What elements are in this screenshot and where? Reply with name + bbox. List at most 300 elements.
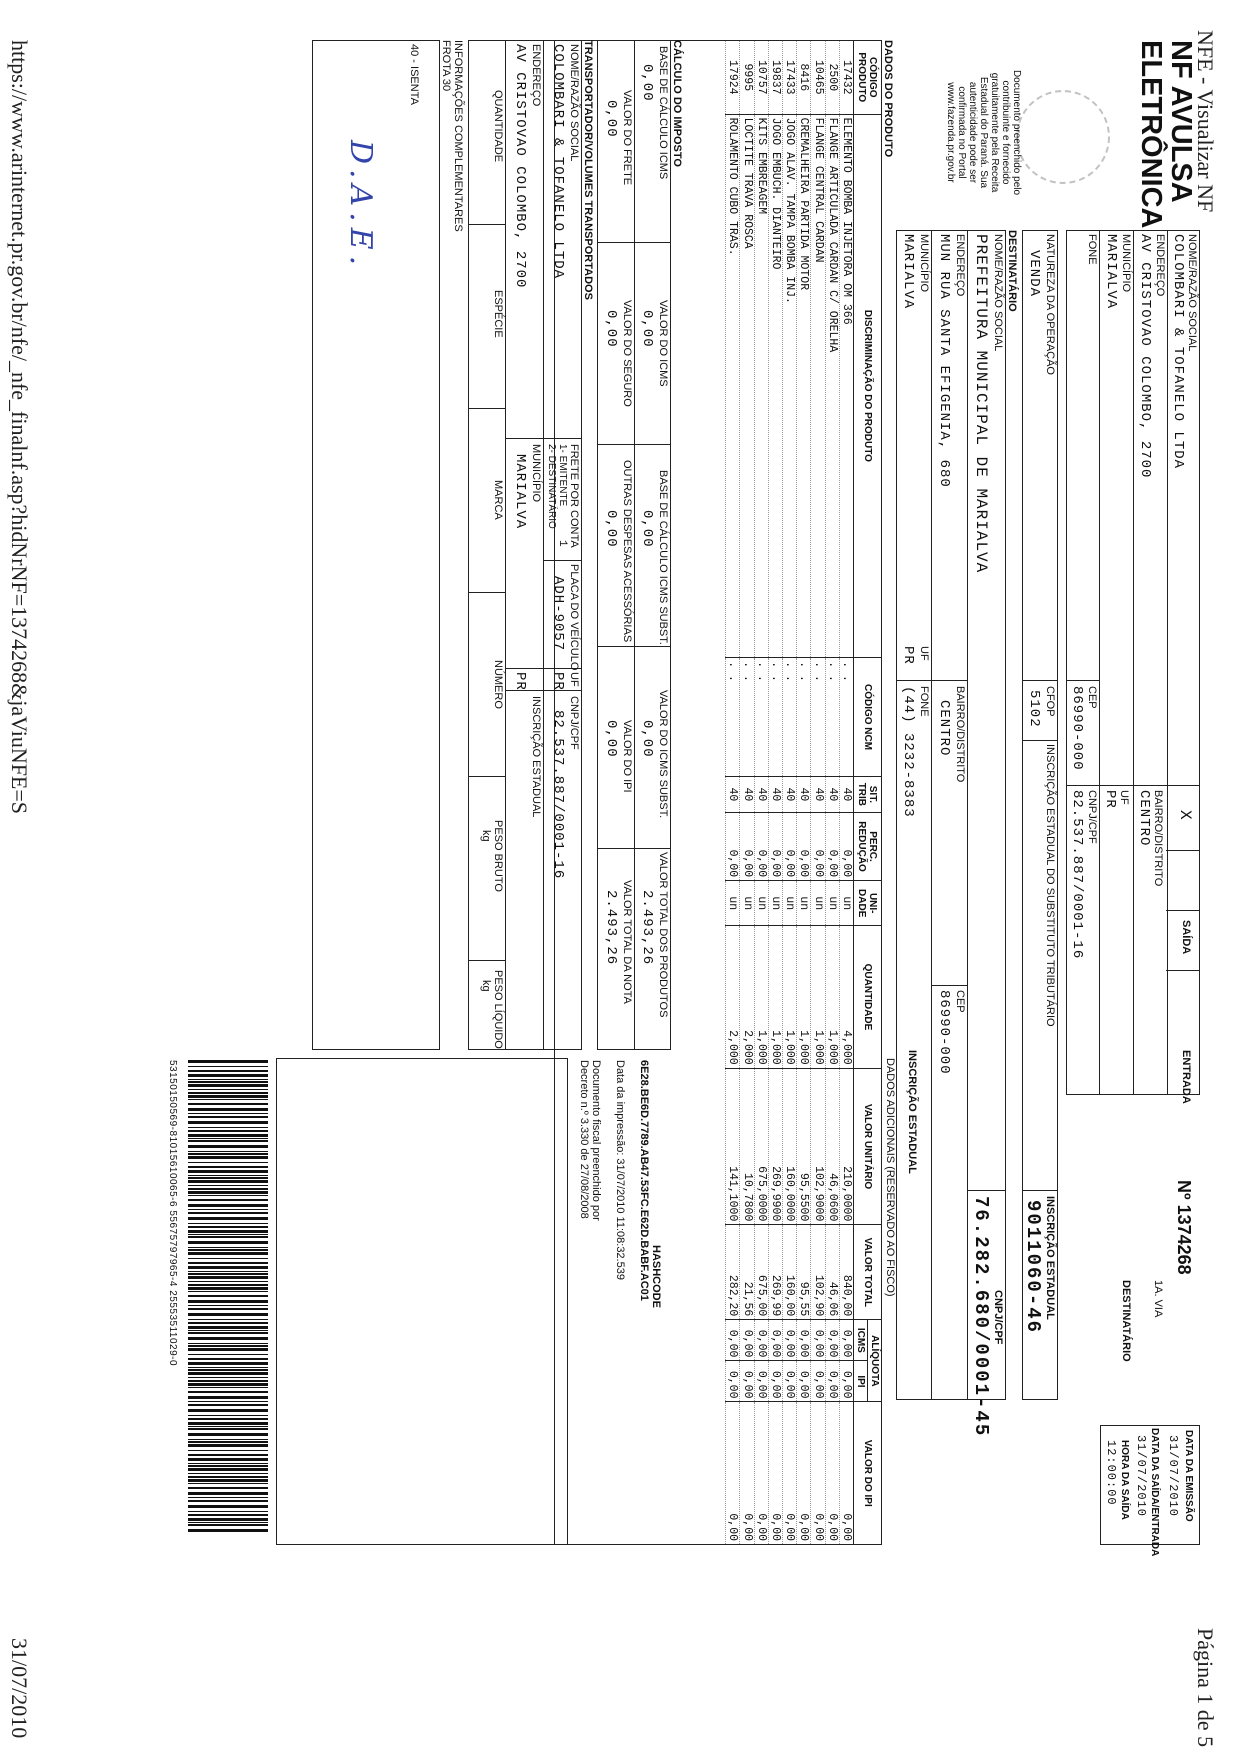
barcode-bar	[188, 1113, 268, 1114]
table-cell: 160,00	[783, 1225, 797, 1320]
barcode-bar	[188, 1505, 268, 1508]
barcode-bar	[188, 1529, 268, 1532]
barcode-bar	[188, 1291, 268, 1292]
table-cell: 40	[825, 776, 839, 812]
col-valor-unitario: VALOR UNITÁRIO	[854, 1068, 882, 1225]
barcode-bar	[188, 1236, 268, 1238]
barcode-bar	[188, 1330, 268, 1331]
table-cell: 0,00	[797, 1320, 811, 1361]
barcode-bar	[188, 1428, 268, 1430]
table-cell: . .	[839, 658, 853, 777]
barcode-bar	[188, 1138, 268, 1139]
dest-cnpj-label: CNPJ/CPF	[992, 1290, 1004, 1345]
barcode-bar	[188, 1140, 268, 1142]
table-cell: 0,00	[754, 1361, 768, 1402]
table-cell: un	[783, 881, 797, 926]
barcode-bar	[188, 1234, 268, 1235]
barcode-bar	[188, 1332, 268, 1334]
col-valor-ipi: VALOR DO IPI	[854, 1402, 882, 1545]
browser-title: NFE - Visualizar NF	[1193, 30, 1218, 213]
barcode-bar	[188, 1319, 268, 1320]
barcode-bar	[188, 1103, 268, 1105]
table-cell: 0,00	[754, 1320, 768, 1361]
barcode-bar	[188, 1108, 268, 1111]
barcode-bar	[188, 1337, 268, 1340]
barcode-bar	[188, 1415, 268, 1416]
barcode-bar	[188, 1166, 268, 1168]
table-row	[825, 41, 839, 1545]
dest-bairro-label: BAIRRO/DISTRITO	[954, 686, 966, 783]
table-cell: 40	[768, 776, 782, 812]
barcode-bar	[188, 1497, 268, 1498]
barcode-bar	[188, 1287, 268, 1290]
barcode-bar	[188, 1522, 268, 1523]
barcode-bar	[188, 1372, 268, 1375]
dest-fone: (44) 3232-8383	[900, 686, 916, 818]
destinatario-header: DESTINATÁRIO	[1120, 1280, 1132, 1362]
barcode-bar	[188, 1308, 268, 1310]
emitente-endereco: AV CRISTOVAO COLOMBO, 2700	[1137, 234, 1153, 479]
barcode-bar	[188, 1284, 268, 1286]
table-cell: . .	[825, 658, 839, 777]
produtos-section: DADOS DO PRODUTO	[882, 40, 894, 158]
table-cell: . .	[768, 658, 782, 777]
isenta: 40 - ISENTA	[408, 44, 420, 105]
table-cell: 0,00	[726, 1402, 740, 1545]
barcode-bar	[188, 1175, 268, 1176]
barcode-bar	[188, 1369, 268, 1371]
barcode-bar	[188, 1170, 268, 1173]
emitente-endereco-label: ENDEREÇO	[1154, 234, 1166, 297]
hash-code: 6E28.BE6D.7789.AB47.53FC.E62D.BABF.AC01	[638, 1060, 650, 1301]
barcode-bar	[188, 1185, 268, 1186]
outras-despesas-label: OUTRAS DESPESAS ACESSÓRIAS	[621, 460, 633, 643]
table-row	[797, 41, 811, 1545]
table-cell: 0,00	[726, 1361, 740, 1402]
transp-municipio: MARIALVA	[512, 454, 528, 530]
barcode-bar	[188, 1404, 268, 1406]
frete-opt-emitente: 1- EMITENTE	[557, 444, 568, 507]
table-cell: 40	[726, 776, 740, 812]
barcode-bar	[188, 1409, 268, 1412]
barcode-bar	[188, 1060, 268, 1063]
barcode-bar	[188, 1483, 268, 1484]
adicionais-box	[276, 1058, 568, 1545]
emitente-bairro: CENTRO	[1136, 790, 1152, 847]
table-cell: . .	[797, 658, 811, 777]
col-discriminacao: DISCRIMINAÇÃO DO PRODUTO	[854, 114, 882, 658]
dest-cep-label: CEP	[954, 990, 966, 1013]
barcode-bar	[188, 1295, 268, 1297]
table-cell: un	[811, 881, 825, 926]
barcode-bar	[188, 1121, 268, 1124]
table-cell: un	[825, 881, 839, 926]
table-cell: ROLAMENTO CUBO TRAS.	[726, 114, 740, 658]
table-cell: 282,20	[726, 1225, 740, 1320]
barcode-bar	[188, 1217, 268, 1220]
table-cell: LOCTITE TRAVA ROSCA	[740, 114, 754, 658]
complementares-label: INFORMAÇÕES COMPLEMENTARES	[452, 40, 464, 232]
col-unidade: UNI-DADE	[854, 881, 882, 926]
emitente-razao-label: NOME/RAZÃO SOCIAL	[1186, 234, 1198, 352]
col-sit-trib: SIT. TRIB	[854, 776, 882, 812]
outras-despesas: 0,00	[603, 510, 619, 548]
barcode-bar	[188, 1180, 268, 1183]
table-cell: 102,90	[811, 1225, 825, 1320]
table-cell: . .	[783, 658, 797, 777]
emitente-cnpj: 82.537.887/0001-16	[1069, 790, 1085, 960]
dest-razao-label: NOME/RAZÃO SOCIAL	[992, 234, 1004, 352]
barcode-bar	[188, 1153, 268, 1155]
col-ncm: CÓDIGO NCM	[854, 658, 882, 777]
table-cell: 0,00	[839, 1320, 853, 1361]
emitente-municipio-label: MUNICÍPIO	[1120, 234, 1132, 293]
issuer-note: Documento preenchido pelo contribuinte e fornecido gratuitamente pela Receita Estadual do Paraná. Sua autenticidade pode ser confirmada no Portal www.fazenda.pr.gov.br	[945, 69, 1022, 196]
col-aliquota: ALÍQUOTA	[868, 1320, 882, 1402]
table-cell: 40	[811, 776, 825, 812]
table-cell: 2,000	[740, 926, 754, 1068]
table-cell: 0,00	[825, 1320, 839, 1361]
transp-endereco: AV CRISTOVAO COLOMBO, 2700	[512, 44, 528, 289]
peso-bruto-label: PESO BRUTO	[492, 820, 504, 892]
table-cell: 0,00	[797, 812, 811, 880]
table-cell: 2,000	[726, 926, 740, 1068]
barcode-bar	[188, 1300, 268, 1303]
table-cell: FLANGE ARTICULADA CARDAN C/ ORELHA	[825, 114, 839, 658]
table-cell: 160,0000	[783, 1068, 797, 1225]
table-cell: 2500	[825, 41, 839, 115]
frete-conta-label: FRETE POR CONTA	[568, 444, 580, 548]
barcode-bar	[188, 1145, 268, 1148]
table-cell: 95,55	[797, 1225, 811, 1320]
destinatario-section: DESTINATÁRIO	[1006, 230, 1018, 312]
barcode-bar	[188, 1362, 268, 1365]
barcode-bar	[188, 1383, 268, 1386]
frete-opt-destinatario: 2- DESTINATÁRIO	[546, 444, 557, 529]
marca-label: MARCA	[492, 480, 504, 520]
natureza: VENDA	[1026, 250, 1042, 298]
barcode-bar	[188, 1476, 268, 1478]
barcode-bar	[188, 1441, 268, 1443]
barcode-bar	[188, 1367, 268, 1368]
table-cell: 0,00	[726, 1320, 740, 1361]
barcode-bar	[188, 1354, 268, 1355]
page-indicator: Página 1 de 5	[1193, 1628, 1218, 1748]
table-cell: 17924	[726, 41, 740, 115]
barcode-bar	[188, 1095, 268, 1098]
table-cell: . .	[811, 658, 825, 777]
table-cell: 1,000	[797, 926, 811, 1068]
peso-bruto-unit: kg	[480, 830, 492, 842]
table-cell: un	[726, 881, 740, 926]
saida-mark: X	[1176, 810, 1194, 821]
barcode-bar	[188, 1070, 268, 1072]
barcode-bar	[188, 1191, 268, 1194]
barcode-bar	[188, 1426, 268, 1427]
dest-razao: PREFEITURA MUNICIPAL DE MARIALVA	[972, 234, 990, 574]
barcode-bar	[188, 1422, 268, 1425]
decreto-line1: Documento fiscal preenchido por	[590, 1060, 602, 1221]
table-cell: 0,00	[754, 812, 768, 880]
barcode-bar	[188, 1151, 268, 1152]
barcode-bar	[188, 1514, 268, 1516]
barcode-bar	[188, 1258, 268, 1259]
table-cell: 0,00	[783, 1320, 797, 1361]
total-nota-label: VALOR TOTAL DA NOTA	[621, 880, 633, 1004]
barcode-bar	[188, 1473, 268, 1474]
barcode-bar	[188, 1305, 268, 1306]
barcode-bar	[188, 1199, 268, 1201]
emitente-cep-label: CEP	[1086, 686, 1098, 709]
valor-ipi-label: VALOR DO IPI	[621, 720, 633, 793]
ie-label: INSCRIÇÃO ESTADUAL	[1044, 1196, 1056, 1320]
print-date: 31/07/2010	[7, 1638, 32, 1739]
transp-cnpj-label: CNPJ/CPF	[568, 696, 580, 750]
table-row	[740, 41, 754, 1545]
seguro-label: VALOR DO SEGURO	[621, 300, 633, 407]
table-cell: 40	[783, 776, 797, 812]
table-cell: 269,9900	[768, 1068, 782, 1225]
table-cell: 1,000	[811, 926, 825, 1068]
barcode-bar	[188, 1345, 268, 1347]
barcode-bar	[188, 1116, 268, 1118]
table-cell: 0,00	[768, 812, 782, 880]
transp-uf: PR	[550, 672, 566, 691]
valor-subst-label: VALOR DO ICMS SUBST.	[657, 690, 669, 819]
table-cell: 0,00	[740, 812, 754, 880]
table-cell: 0,00	[726, 812, 740, 880]
table-cell: 0,00	[797, 1402, 811, 1545]
total-nota: 2.493,26	[603, 890, 619, 966]
table-cell: 210,0000	[839, 1068, 853, 1225]
especie-label: ESPÉCIE	[492, 290, 504, 338]
table-cell: un	[768, 881, 782, 926]
table-cell: 1,000	[825, 926, 839, 1068]
table-cell: 4,000	[839, 926, 853, 1068]
cfop-label: CFOP	[1044, 686, 1056, 717]
valor-icms: 0,00	[639, 310, 655, 348]
handwritten-note: D.A.E.	[343, 140, 378, 272]
emitente-bairro-label: BAIRRO/DISTRITO	[1152, 790, 1164, 887]
barcode-bar	[188, 1079, 268, 1080]
table-cell: 0,00	[740, 1402, 754, 1545]
barcode-bar	[188, 1177, 268, 1179]
table-cell: 46,0600	[825, 1068, 839, 1225]
qtd-label: QUANTIDADE	[492, 90, 504, 163]
ie-value: 9011060-46	[1022, 1200, 1044, 1335]
dest-endereco: MUN RUA SANTA EFIGENIA, 680	[936, 234, 952, 488]
barcode-bar	[188, 1313, 268, 1316]
barcode-bar	[188, 1266, 268, 1269]
table-cell: 0,00	[839, 1361, 853, 1402]
barcode-bar	[188, 1247, 268, 1248]
barcode-bar	[188, 1188, 268, 1190]
table-cell: 0,00	[811, 1361, 825, 1402]
table-cell: 0,00	[768, 1320, 782, 1361]
barcode-bar	[188, 1230, 268, 1233]
peso-liquido-unit: kg	[480, 980, 492, 992]
barcode-bar	[188, 1089, 268, 1090]
barcode-bar	[188, 1518, 268, 1521]
barcode-bar	[188, 1418, 268, 1420]
table-cell: 269,99	[768, 1225, 782, 1320]
barcode-bar	[188, 1130, 268, 1132]
barcode-bar	[188, 1487, 268, 1489]
barcode-bar	[188, 1396, 268, 1399]
table-row	[768, 41, 782, 1545]
table-cell: ELEMENTO BOMBA INJETORA OM 366	[839, 114, 853, 658]
transp-razao: COLOMBARI & TOFANELO LTDA	[550, 44, 566, 280]
dest-cep: 86990-000	[936, 990, 952, 1075]
transp-endereco-label: ENDEREÇO	[530, 44, 542, 107]
table-cell: JOGO ALAV. TAMPA BOMBA INJ.	[783, 114, 797, 658]
imposto-section: CÁLCULO DO IMPOSTO	[671, 40, 683, 167]
barcode-bar	[188, 1092, 268, 1094]
transp-uf2: PR	[512, 672, 528, 691]
table-cell: 0,00	[839, 1402, 853, 1545]
nfe-form	[148, 40, 1208, 1725]
products-header-row	[868, 41, 882, 1545]
barcode-bar	[188, 1326, 268, 1329]
barcode-bar	[188, 1156, 268, 1159]
decreto-line2: Decreto n.º 3.330 de 27/08/2008	[578, 1060, 590, 1219]
transp-municipio-label: MUNICÍPIO	[530, 444, 542, 503]
base-subst: 0,00	[639, 510, 655, 548]
entrada-label: ENTRADA	[1180, 1050, 1192, 1104]
barcode-bar	[188, 1479, 268, 1482]
table-cell: 0,00	[825, 1361, 839, 1402]
table-cell: 141,1000	[726, 1068, 740, 1225]
transportador-section: TRANSPORTADOR/VOLUMES TRANSPORTADOS	[582, 40, 594, 300]
table-cell: 40	[754, 776, 768, 812]
table-cell: 0,00	[740, 1320, 754, 1361]
table-cell: 0,00	[783, 812, 797, 880]
dest-cnpj: 76.282.680/0001-45	[970, 1196, 992, 1438]
barcode-bar	[188, 1195, 268, 1196]
emitente-municipio: MARIALVA	[1103, 234, 1119, 310]
table-cell: 8416	[797, 41, 811, 115]
dest-municipio: MARIALVA	[900, 234, 916, 310]
table-cell: . .	[740, 658, 754, 777]
barcode-bar	[188, 1380, 268, 1382]
barcode-bar	[188, 1252, 268, 1255]
emitente-razao: COLOMBARI & TOFANELO LTDA	[1170, 234, 1186, 470]
table-cell: 0,00	[740, 1361, 754, 1402]
title-line2: ELETRÔNICA	[1135, 40, 1167, 229]
ie-st-label: INSCRIÇÃO ESTADUAL DO SUBSTITUTO TRIBUTÁRIO	[1044, 744, 1056, 1027]
natureza-label: NATUREZA DA OPERAÇÃO	[1044, 234, 1056, 375]
table-cell: 17433	[783, 41, 797, 115]
table-cell: 0,00	[754, 1402, 768, 1545]
base-subst-label: BASE DE CÁLCULO ICMS SUBST.	[657, 470, 669, 645]
dest-uf: PR	[900, 646, 916, 665]
hora-label: HORA DA SAÍDA	[1119, 1440, 1130, 1520]
transp-cnpj: 82.537.887/0001-16	[550, 710, 566, 880]
base-icms: 0,00	[639, 64, 655, 102]
col-icms: ICMS	[854, 1320, 868, 1361]
emitente-fone-label: FONE	[1086, 234, 1098, 265]
barcode-bar	[188, 1134, 268, 1137]
table-cell: un	[740, 881, 754, 926]
table-cell: 1,000	[754, 926, 768, 1068]
valor-subst: 0,00	[639, 720, 655, 758]
frete: 0,00	[603, 100, 619, 138]
table-cell: 40	[839, 776, 853, 812]
dest-municipio-label: MUNICÍPIO	[918, 234, 930, 293]
table-cell: 0,00	[811, 812, 825, 880]
table-cell: 0,00	[768, 1402, 782, 1545]
table-cell: 0,00	[825, 1402, 839, 1545]
table-cell: CREMALHEIRA PARTIDA MOTOR	[797, 114, 811, 658]
frota: FROTA 30	[440, 40, 452, 92]
saida-date: 31/07/2010	[1134, 1435, 1148, 1518]
dest-ie-label: INSCRIÇÃO ESTADUAL	[906, 1050, 918, 1174]
base-icms-label: BASE DE CÁLCULO ICMS	[657, 46, 669, 180]
barcode-text: 53150150569-81015610065-6 55675797965-4 25553511029-0	[167, 1060, 178, 1367]
barcode-bar	[188, 1074, 268, 1077]
transp-ie-label: INSCRIÇÃO ESTADUAL	[530, 696, 542, 818]
table-cell: 102,9000	[811, 1068, 825, 1225]
numero-label: NÚMERO	[492, 660, 504, 709]
barcode-bar	[188, 1391, 268, 1393]
table-cell: 40	[797, 776, 811, 812]
data-impressao: Data da impressão: 31/07/2010 11:08:32.539	[614, 1060, 626, 1280]
barcode-bar	[188, 1500, 268, 1502]
barcode-bar	[188, 1226, 268, 1228]
emitente-cnpj-label: CNPJ/CPF	[1086, 790, 1098, 844]
barcode-bar	[188, 1358, 268, 1360]
table-cell: 0,00	[783, 1361, 797, 1402]
barcode-bar	[188, 1454, 268, 1456]
hora-saida: 12:00:00	[1104, 1440, 1118, 1506]
barcode-bar	[188, 1162, 268, 1163]
table-cell: 17432	[839, 41, 853, 115]
table-cell: JOGO EMBUCH. DIANTEIRO	[768, 114, 782, 658]
adicionais-label: DADOS ADICIONAIS (RESERVADO AO FISCO)	[884, 1058, 896, 1297]
peso-liquido-label: PESO LÍQUIDO	[492, 970, 504, 1049]
frete-label: VALOR DO FRETE	[621, 90, 633, 186]
emitente-uf: PR	[1102, 790, 1118, 809]
table-row	[754, 41, 768, 1545]
saida-label: SAÍDA	[1180, 920, 1192, 955]
table-cell: 0,00	[825, 812, 839, 880]
placa: ADH-9057	[550, 576, 566, 652]
frete-conta-value: 1	[556, 540, 568, 548]
barcode-bar	[188, 1377, 268, 1378]
table-cell: un	[754, 881, 768, 926]
transp-uf-label: UF	[568, 672, 580, 687]
barcode-bar	[188, 1511, 268, 1512]
barcode-bar	[188, 1450, 268, 1451]
seguro: 0,00	[603, 310, 619, 348]
dest-fone-label: FONE	[918, 686, 930, 717]
col-perc-reducao: PERC. REDUÇÃO	[854, 812, 882, 880]
barcode-bar	[188, 1492, 268, 1495]
barcode-bar	[188, 1271, 268, 1272]
table-cell: 10465	[811, 41, 825, 115]
valor-icms-label: VALOR DO ICMS	[657, 300, 669, 387]
table-cell: 9995	[740, 41, 754, 115]
barcode-bar	[188, 1322, 268, 1324]
dest-uf-label: UF	[918, 646, 930, 661]
parana-seal-logo	[1016, 90, 1110, 184]
table-cell: 40	[740, 776, 754, 812]
table-cell: 1,000	[783, 926, 797, 1068]
barcode-bar	[188, 1066, 268, 1067]
table-cell: KITS EMBREAGEM	[754, 114, 768, 658]
barcode-bar	[188, 1099, 268, 1100]
table-cell: 1,000	[768, 926, 782, 1068]
